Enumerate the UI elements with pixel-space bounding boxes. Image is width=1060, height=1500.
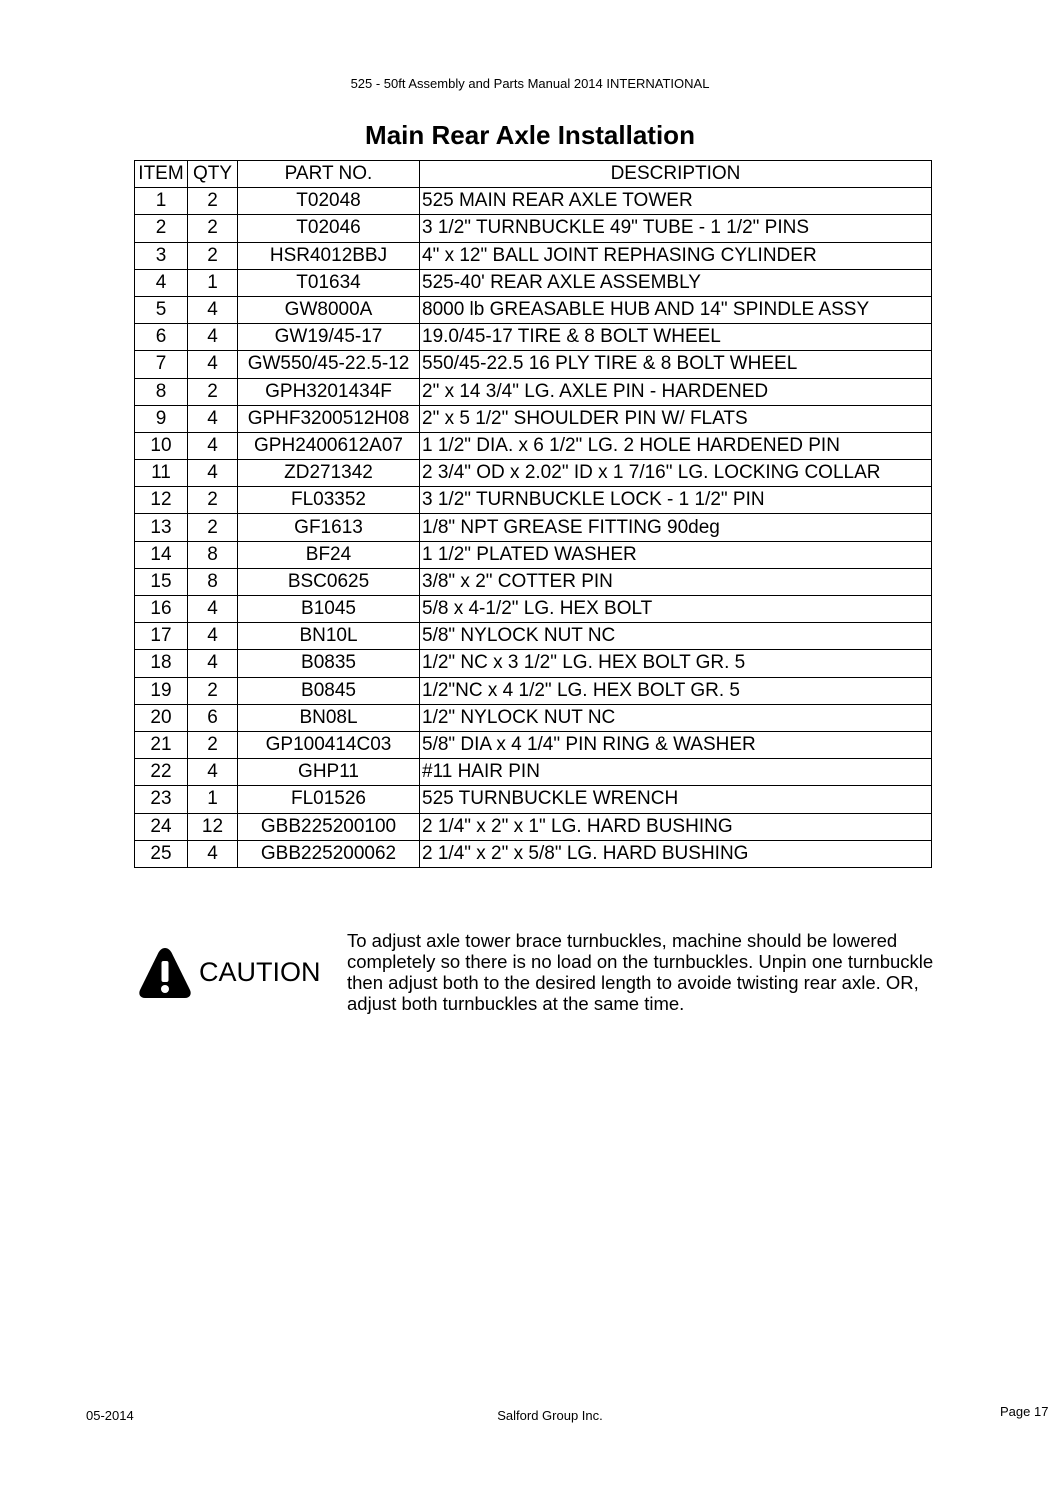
document-header: 525 - 50ft Assembly and Parts Manual 2014 INTERNATIONAL	[350, 76, 710, 91]
cell-qty: 8	[188, 541, 238, 568]
cell-part-no: BN10L	[238, 623, 420, 650]
column-header-description: DESCRIPTION	[420, 161, 932, 188]
footer-date: 05-2014	[86, 1408, 134, 1423]
cell-description: 2 3/4" OD x 2.02" ID x 1 7/16" LG. LOCKING COLLAR	[420, 460, 932, 487]
parts-table-body	[135, 188, 932, 868]
cell-qty: 2	[188, 215, 238, 242]
cell-qty: 4	[188, 650, 238, 677]
cell-qty: 4	[188, 405, 238, 432]
caution-text: To adjust axle tower brace turnbuckles, machine should be lowered completely so there is no load on the turnbuckles. Unpin one turnbuckle then adjust both to the desired length to avoide twisting rear axle. OR, adjust both turnbuckles at the same time.	[347, 930, 934, 1014]
column-header-part-no: PART NO.	[238, 161, 420, 188]
cell-item: 22	[135, 759, 188, 786]
table-row	[135, 460, 932, 487]
cell-qty: 4	[188, 596, 238, 623]
cell-part-no: ZD271342	[238, 460, 420, 487]
cell-part-no: BF24	[238, 541, 420, 568]
caution-badge	[137, 946, 327, 1002]
table-row	[135, 541, 932, 568]
cell-part-no: B0835	[238, 650, 420, 677]
table-row	[135, 650, 932, 677]
table-row	[135, 432, 932, 459]
table-row	[135, 813, 932, 840]
footer-page-number: Page 17	[1000, 1404, 1049, 1419]
cell-qty: 4	[188, 351, 238, 378]
cell-part-no: GW8000A	[238, 296, 420, 323]
table-row	[135, 269, 932, 296]
cell-description: 550/45-22.5 16 PLY TIRE & 8 BOLT WHEEL	[420, 351, 932, 378]
cell-part-no: GPHF3200512H08	[238, 405, 420, 432]
table-row	[135, 677, 932, 704]
cell-part-no: GHP11	[238, 759, 420, 786]
cell-description: 3/8" x 2" COTTER PIN	[420, 568, 932, 595]
table-row	[135, 840, 932, 867]
table-row	[135, 731, 932, 758]
caution-label: CAUTION	[199, 957, 321, 987]
cell-qty: 2	[188, 677, 238, 704]
table-row	[135, 215, 932, 242]
cell-qty: 4	[188, 460, 238, 487]
cell-item: 1	[135, 188, 188, 215]
cell-item: 5	[135, 296, 188, 323]
cell-qty: 4	[188, 759, 238, 786]
cell-item: 18	[135, 650, 188, 677]
cell-description: 8000 lb GREASABLE HUB AND 14" SPINDLE ASSY	[420, 296, 932, 323]
table-row	[135, 596, 932, 623]
cell-qty: 4	[188, 623, 238, 650]
page-title: Main Rear Axle Installation	[365, 120, 695, 150]
table-row	[135, 759, 932, 786]
cell-description: 2 1/4" x 2" x 5/8" LG. HARD BUSHING	[420, 840, 932, 867]
cell-item: 3	[135, 242, 188, 269]
cell-qty: 4	[188, 296, 238, 323]
cell-item: 8	[135, 378, 188, 405]
table-row	[135, 296, 932, 323]
cell-item: 11	[135, 460, 188, 487]
table-row	[135, 786, 932, 813]
table-row	[135, 188, 932, 215]
cell-item: 4	[135, 269, 188, 296]
cell-description: #11 HAIR PIN	[420, 759, 932, 786]
cell-item: 25	[135, 840, 188, 867]
cell-description: 1/2" NYLOCK NUT NC	[420, 704, 932, 731]
cell-description: 1 1/2" DIA. x 6 1/2" LG. 2 HOLE HARDENED PIN	[420, 432, 932, 459]
cell-description: 525-40' REAR AXLE ASSEMBLY	[420, 269, 932, 296]
cell-qty: 2	[188, 514, 238, 541]
cell-item: 6	[135, 324, 188, 351]
cell-qty: 2	[188, 378, 238, 405]
cell-item: 24	[135, 813, 188, 840]
cell-description: 3 1/2" TURNBUCKLE 49" TUBE - 1 1/2" PINS	[420, 215, 932, 242]
parts-table	[134, 160, 932, 868]
table-row	[135, 378, 932, 405]
cell-item: 12	[135, 487, 188, 514]
cell-part-no: T02048	[238, 188, 420, 215]
table-row	[135, 242, 932, 269]
table-row	[135, 704, 932, 731]
cell-qty: 12	[188, 813, 238, 840]
cell-qty: 2	[188, 487, 238, 514]
table-row	[135, 405, 932, 432]
warning-triangle-icon	[137, 946, 193, 1002]
table-row	[135, 623, 932, 650]
cell-description: 525 TURNBUCKLE WRENCH	[420, 786, 932, 813]
cell-part-no: BN08L	[238, 704, 420, 731]
cell-item: 21	[135, 731, 188, 758]
cell-item: 16	[135, 596, 188, 623]
cell-part-no: HSR4012BBJ	[238, 242, 420, 269]
cell-description: 2 1/4" x 2" x 1" LG. HARD BUSHING	[420, 813, 932, 840]
cell-description: 4" x 12" BALL JOINT REPHASING CYLINDER	[420, 242, 932, 269]
cell-part-no: T02046	[238, 215, 420, 242]
cell-part-no: GF1613	[238, 514, 420, 541]
cell-part-no: B1045	[238, 596, 420, 623]
cell-description: 2" x 14 3/4" LG. AXLE PIN - HARDENED	[420, 378, 932, 405]
cell-description: 1 1/2" PLATED WASHER	[420, 541, 932, 568]
cell-description: 1/8" NPT GREASE FITTING 90deg	[420, 514, 932, 541]
cell-part-no: GP100414C03	[238, 731, 420, 758]
cell-item: 2	[135, 215, 188, 242]
table-row	[135, 351, 932, 378]
cell-item: 13	[135, 514, 188, 541]
cell-qty: 4	[188, 432, 238, 459]
cell-item: 9	[135, 405, 188, 432]
cell-qty: 1	[188, 269, 238, 296]
cell-qty: 6	[188, 704, 238, 731]
cell-part-no: GBB225200100	[238, 813, 420, 840]
cell-qty: 4	[188, 324, 238, 351]
table-row	[135, 568, 932, 595]
cell-item: 7	[135, 351, 188, 378]
cell-description: 5/8 x 4-1/2" LG. HEX BOLT	[420, 596, 932, 623]
cell-qty: 2	[188, 188, 238, 215]
cell-part-no: FL03352	[238, 487, 420, 514]
footer-company: Salford Group Inc.	[497, 1408, 603, 1423]
table-header-row	[135, 161, 932, 188]
cell-description: 1/2"NC x 4 1/2" LG. HEX BOLT GR. 5	[420, 677, 932, 704]
cell-description: 19.0/45-17 TIRE & 8 BOLT WHEEL	[420, 324, 932, 351]
cell-description: 525 MAIN REAR AXLE TOWER	[420, 188, 932, 215]
cell-part-no: GBB225200062	[238, 840, 420, 867]
cell-part-no: FL01526	[238, 786, 420, 813]
cell-item: 10	[135, 432, 188, 459]
cell-part-no: BSC0625	[238, 568, 420, 595]
column-header-qty: QTY	[188, 161, 238, 188]
cell-qty: 4	[188, 840, 238, 867]
cell-item: 19	[135, 677, 188, 704]
cell-part-no: GPH3201434F	[238, 378, 420, 405]
cell-qty: 2	[188, 242, 238, 269]
cell-item: 14	[135, 541, 188, 568]
table-row	[135, 514, 932, 541]
cell-part-no: GPH2400612A07	[238, 432, 420, 459]
column-header-item: ITEM	[135, 161, 188, 188]
cell-qty: 1	[188, 786, 238, 813]
cell-item: 15	[135, 568, 188, 595]
cell-item: 20	[135, 704, 188, 731]
cell-description: 5/8" NYLOCK NUT NC	[420, 623, 932, 650]
cell-qty: 2	[188, 731, 238, 758]
cell-part-no: GW550/45-22.5-12	[238, 351, 420, 378]
cell-description: 5/8" DIA x 4 1/4" PIN RING & WASHER	[420, 731, 932, 758]
cell-qty: 8	[188, 568, 238, 595]
cell-part-no: T01634	[238, 269, 420, 296]
cell-item: 23	[135, 786, 188, 813]
cell-description: 2" x 5 1/2" SHOULDER PIN W/ FLATS	[420, 405, 932, 432]
table-row	[135, 487, 932, 514]
cell-part-no: GW19/45-17	[238, 324, 420, 351]
cell-description: 3 1/2" TURNBUCKLE LOCK - 1 1/2" PIN	[420, 487, 932, 514]
table-row	[135, 324, 932, 351]
cell-part-no: B0845	[238, 677, 420, 704]
cell-item: 17	[135, 623, 188, 650]
cell-description: 1/2" NC x 3 1/2" LG. HEX BOLT GR. 5	[420, 650, 932, 677]
